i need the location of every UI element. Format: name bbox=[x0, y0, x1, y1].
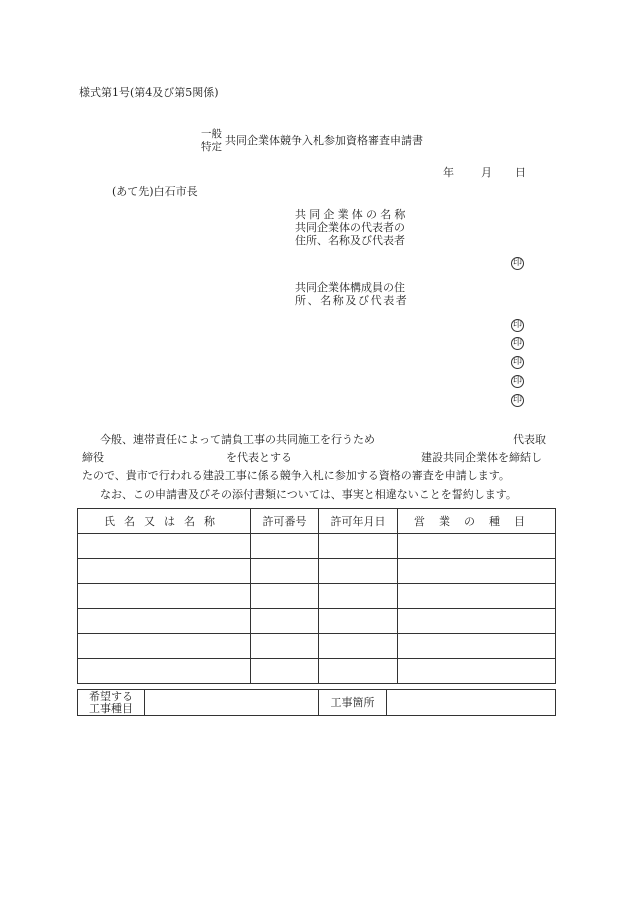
title-option-specific: 特定 bbox=[201, 141, 222, 153]
table-cell-business-type[interactable] bbox=[398, 634, 556, 659]
desired-work-type-label-line2: 工事種目 bbox=[89, 701, 133, 715]
desired-work-row bbox=[78, 690, 556, 716]
desired-work-table bbox=[77, 689, 556, 716]
jv-name-label: 共同企業体の名称 bbox=[295, 208, 409, 221]
table-row bbox=[78, 634, 556, 659]
table-row bbox=[78, 559, 556, 584]
table-row bbox=[78, 609, 556, 634]
table-cell-name[interactable] bbox=[78, 559, 251, 584]
table-cell-license-date[interactable] bbox=[319, 609, 398, 634]
date-day-label: 日 bbox=[515, 166, 526, 179]
table-cell-name[interactable] bbox=[78, 534, 251, 559]
table-cell-business-type[interactable] bbox=[398, 609, 556, 634]
seal-mark-member-2: 印 bbox=[512, 338, 522, 348]
table-cell-license-date[interactable] bbox=[319, 634, 398, 659]
table-cell-name[interactable] bbox=[78, 659, 251, 684]
table-cell-license-number[interactable] bbox=[251, 584, 319, 609]
body-paragraph-1a: 今般、連帯責任によって請負工事の共同施工を行うため bbox=[100, 433, 375, 446]
seal-mark-member-3: 印 bbox=[512, 357, 522, 367]
header-business-type: 営業の種目 bbox=[398, 509, 556, 534]
body-paragraph-4: なお、この申請書及びその添付書類については、事実と相違ないことを誓約します。 bbox=[100, 488, 517, 501]
table-cell-business-type[interactable] bbox=[398, 559, 556, 584]
header-license-date: 許可年月日 bbox=[319, 509, 398, 534]
title-option-general: 一般 bbox=[201, 128, 222, 140]
table-cell-name[interactable] bbox=[78, 609, 251, 634]
table-cell-license-number[interactable] bbox=[251, 634, 319, 659]
document-title: 共同企業体競争入札参加資格審査申請書 bbox=[225, 134, 423, 147]
jv-representative-label-line1: 共同企業体の代表者の bbox=[295, 221, 405, 234]
jv-representative-label-line2: 住所、名称及び代表者 bbox=[295, 234, 405, 247]
table-cell-name[interactable] bbox=[78, 584, 251, 609]
jv-member-label-line1: 共同企業体構成員の住 bbox=[295, 281, 405, 294]
work-location-label: 工事箇所 bbox=[319, 690, 387, 716]
form-number: 様式第1号(第4及び第5関係) bbox=[79, 86, 219, 99]
body-paragraph-2a: 締役 bbox=[82, 451, 104, 464]
table-cell-business-type[interactable] bbox=[398, 659, 556, 684]
desired-work-type-label-line1: 希望する bbox=[89, 689, 133, 703]
date-month-label: 月 bbox=[481, 166, 492, 179]
body-paragraph-2b: を代表とする bbox=[226, 451, 292, 464]
desired-work-type-label bbox=[78, 690, 145, 716]
body-paragraph-3: たので、貴市で行われる建設工事に係る競争入札に参加する資格の審査を申請します。 bbox=[82, 469, 510, 482]
seal-mark-member-1: 印 bbox=[512, 320, 522, 330]
members-table bbox=[77, 508, 556, 684]
table-cell-license-date[interactable] bbox=[319, 659, 398, 684]
seal-mark-representative: 印 bbox=[512, 258, 522, 268]
jv-member-label-line2: 所、名称及び代表者 bbox=[295, 294, 409, 307]
table-cell-license-date[interactable] bbox=[319, 559, 398, 584]
body-paragraph-1b: 代表取 bbox=[513, 433, 546, 446]
seal-mark-member-4: 印 bbox=[512, 376, 522, 386]
header-name: 氏名又は名称 bbox=[78, 509, 251, 534]
seal-mark-member-5: 印 bbox=[512, 395, 522, 405]
table-row bbox=[78, 659, 556, 684]
table-cell-license-number[interactable] bbox=[251, 559, 319, 584]
table-row bbox=[78, 584, 556, 609]
header-license-number: 許可番号 bbox=[251, 509, 319, 534]
table-header-row bbox=[78, 509, 556, 534]
table-cell-license-date[interactable] bbox=[319, 584, 398, 609]
table-cell-name[interactable] bbox=[78, 634, 251, 659]
table-cell-business-type[interactable] bbox=[398, 584, 556, 609]
table-cell-license-number[interactable] bbox=[251, 609, 319, 634]
work-location-field[interactable] bbox=[387, 690, 556, 716]
table-cell-license-number[interactable] bbox=[251, 659, 319, 684]
table-cell-license-number[interactable] bbox=[251, 534, 319, 559]
body-paragraph-2c: 建設共同企業体を締結し bbox=[421, 451, 542, 464]
desired-work-type-field[interactable] bbox=[145, 690, 319, 716]
table-cell-business-type[interactable] bbox=[398, 534, 556, 559]
table-row bbox=[78, 534, 556, 559]
addressee: (あて先)白石市長 bbox=[112, 185, 198, 198]
date-year-label: 年 bbox=[443, 166, 454, 179]
table-cell-license-date[interactable] bbox=[319, 534, 398, 559]
